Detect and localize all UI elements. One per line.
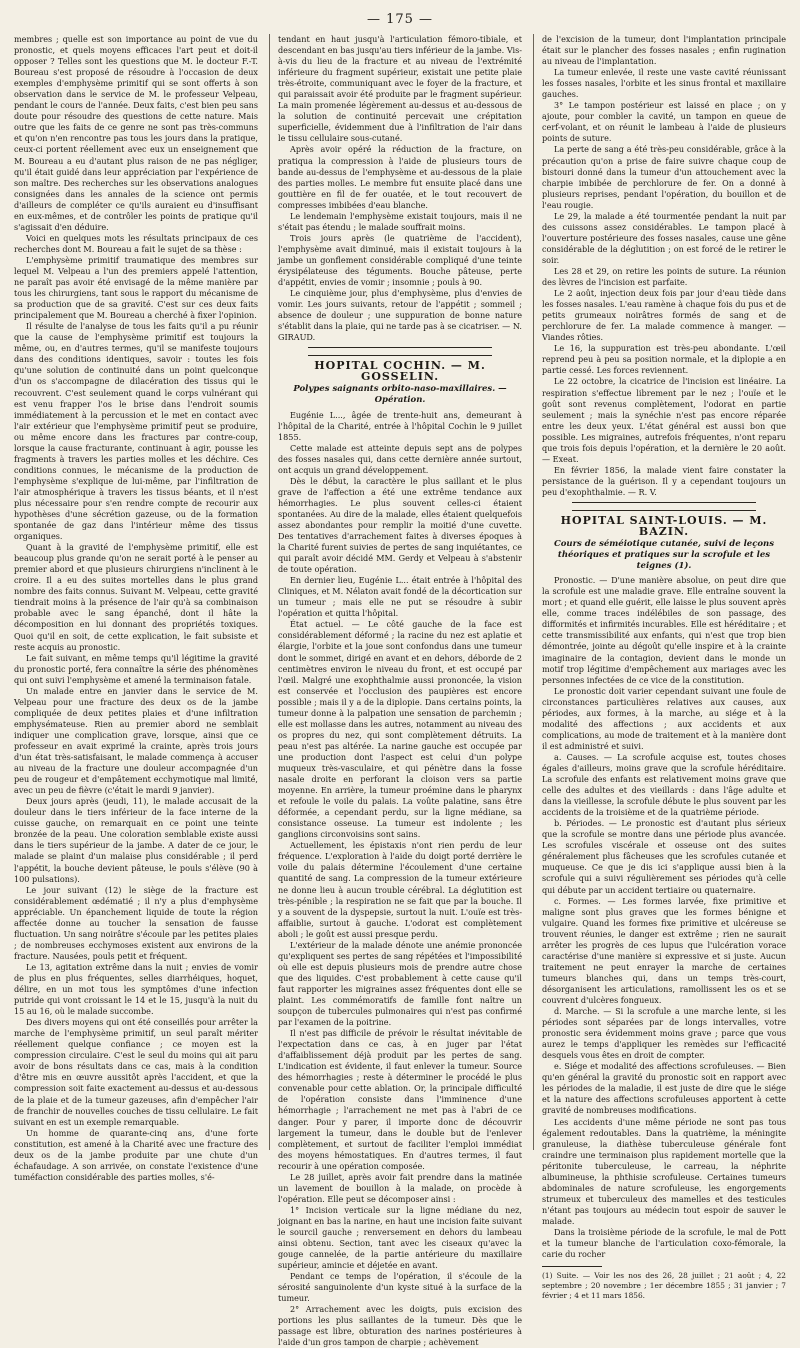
paragraph: 1° Incision verticale sur la ligne médiane du nez, joignant en bas la narine, en haut une incision faite suivant le sourcil gauche ; renversement en dehors du lambeau ainsi obtenu. Section, tant avec les ciseaux qu'avec la gouge cannelée, de la partie antérieure du maxillaire supérieur, amincie et déjetée en avant. — [278, 1205, 522, 1271]
paragraph: Il résulte de l'analyse de tous les faits qu'il a pu réunir que la cause de l'emphysème primitif est toujours la même, ou, en d'autres termes, qu'il se manifeste toujours dans des conditions identiques, savoir : toutes les fois qu'une solution de continuité dans un point quelconque d'un os s'accompagne de dilacération des tissus qui le recouvrent. C'est seulement quand le corps vulnérant qui est venu frapper l'os le brise dans l'endroit soumis immédiatement à la percussion et le met en contact avec l'air extérieur que l'emphysème primitif peut se produire, ou même encore dans les fractures par contre-coup, lorsque la cause fracturante, continuant à agir, pousse les fragments à travers les parties molles et les déchire. Ces conditions connues, le mécanisme de la production de l'emphysème s'explique de lui-même, par l'infiltration de l'air atmosphérique à travers les tissus béants, et il n'est plus nécessaire pour s'en rendre compte de recourir aux hypothèses d'une sécrétion gazeuse, ou de la formation spontanée de gaz dans l'intérieur même des tissus organiques. — [14, 321, 258, 542]
paragraph: Le 29, la malade a été tourmentée pendant la nuit par des cuissons assez considérables. Le tampon placé à l'ouverture postérieure des fosses nasales, cause une gêne considérable de la déglutition ; on est forcé de le retirer le soir. — [542, 211, 786, 266]
column-rule — [533, 34, 534, 1150]
paragraph: Le cinquième jour, plus d'emphysème, plus d'envies de vomir. Les jours suivants, retour de l'appétit ; sommeil ; absence de douleur ; une suppuration de bonne nature s'établit dans la plaie, qui ne tarde pas à se cicatriser. — N. GIRAUD. — [278, 288, 522, 343]
paragraph: membres ; quelle est son importance au point de vue du pronostic, et quels moyens efficaces l'art peut et doit-il opposer ? Telles sont les questions que M. le docteur F.-T. Boureau s'est proposé de résoudre à l'occasion de deux exemples d'emphysème primitif qui se sont offerts à son observation dans le service de M. le professeur Velpeau, pendant le cours de l'année. Deux faits, c'est bien peu sans doute pour résoudre des questions de cette nature. Mais outre que les faits de ce genre ne sont pas très-communs et qu'on n'en rencontre pas tous les jours dans la pratique, ceux-ci portent réellement avec eux un enseignement que M. Boureau a eu d'autant plus raison de ne pas négliger, qu'il était guidé dans leur appréciation par l'expérience de son maître. Des recherches sur les observations analogues consignées dans les annales de la science ont permis d'ailleurs de compléter ce qu'ils auraient eu d'insuffisant en eux-mêmes, et de contrôler les points de pratique qu'il s'agissait d'en déduire. — [14, 34, 258, 233]
section-divider — [308, 347, 492, 356]
column-3 — [542, 34, 786, 1150]
paragraph: État actuel. — Le côté gauche de la face est considérablement déformé ; la racine du nez est aplatie et élargie, l'orbite et la joue sont confondus dans une tumeur dont le sommet, dirigé en avant et en dehors, déborde de 2 centimètres environ le niveau du front, et est occupé par l'œil. Malgré une exophthalmie aussi prononcée, la vision est conservée et l'occlusion des paupières est encore possible ; mais il y a de la diplopie. Dans certains points, la tumeur donne à la palpation une sensation de parchemin ; elle est mollasse dans les autres, notamment au niveau des os propres du nez, qui sont complètement détruits. La peau n'est pas altérée. La narine gauche est occupée par une production dont l'aspect est celui d'un polype muqueux très-vasculaire, et qui pénètre dans la fosse nasale droite en perforant la cloison vers sa partie moyenne. En arrière, la tumeur proémine dans le pharynx et refoule le voile du palais. La voûte palatine, sans être déformée, a cependant perdu, sur la ligne médiane, sa consistance osseuse. La tumeur est indolente ; les ganglions circonvoisins sont sains. — [278, 619, 522, 840]
article-saint-louis — [542, 575, 786, 1260]
page-number: — 175 — — [0, 12, 800, 32]
paragraph: b. Périodes. — Le pronostic est d'autant plus sérieux que la scrofule se montre dans une période plus avancée. Les scrofules viscérale et osseuse ont des suites généralement plus fâcheuses que les scrofules cutanée et muqueuse. Ce que je dis ici s'applique aussi bien à la scrofule qui a suivi régulièrement ses périodes qu'à celle qui débute par un accident tertiaire ou quaternaire. — [542, 818, 786, 895]
paragraph: Un malade entre en janvier dans le service de M. Velpeau pour une fracture des deux os de la jambe compliquée de deux petites plaies et d'une infiltration emphysémateuse. Rien au premier abord ne semblait indiquer une complication grave, lorsque, ainsi que ce professeur en avait exprimé la crainte, après trois jours d'un état très-satisfaisant, le malade commença à accuser au niveau de la fracture une douleur accompagnée d'un peu de rougeur et d'empâtement ecchymotique mal limité, avec un peu de fièvre (c'était le mardi 9 janvier). — [14, 686, 258, 796]
paragraph: Actuellement, les épistaxis n'ont rien perdu de leur fréquence. L'exploration à l'aide du doigt porté derrière le voile du palais détermine l'écoulement d'une certaine quantité de sang. La compression de la tumeur extérieure ne donne lieu à aucun trouble cérébral. La déglutition est très-pénible ; la respiration ne se fait que par la bouche. Il y a souvent de la dyspepsie, surtout la nuit. L'ouïe est très-affaiblie, surtout à gauche. L'odorat est complètement aboli ; le goût est aussi presque perdu. — [278, 840, 522, 939]
paragraph: En février 1856, la malade vient faire constater la persistance de la guérison. Il y a cependant toujours un peu d'exophthalmie. — R. V. — [542, 465, 786, 498]
paragraph: Les 28 et 29, on retire les points de suture. La réunion des lèvres de l'incision est parfaite. — [542, 266, 786, 288]
paragraph: a. Causes. — La scrofule acquise est, toutes choses égales d'ailleurs, moins grave que la scrofule héréditaire. La scrofule des enfants est relativement moins grave que celle des adultes et des vieillards : dans l'âge adulte et dans la vieillesse, la scrofule débute le plus souvent par les accidents de la troisième et de la quatrième période. — [542, 752, 786, 818]
paragraph: d. Marche. — Si la scrofule a une marche lente, si les périodes sont séparées par de longs intervalles, votre pronostic sera évidemment moins grave ; parce que vous aurez le temps d'appliquer les remèdes sur l'efficacité desquels vous êtes en droit de compter. — [542, 1006, 786, 1061]
paragraph: Eugénie L..., âgée de trente-huit ans, demeurant à l'hôpital de la Charité, entrée à l'hôpital Cochin le 9 juillet 1855. — [278, 410, 522, 443]
column-rule — [269, 34, 270, 1150]
section-subtitle-cochin: Polypes saignants orbito-naso-maxillaires. — Opération. — [278, 384, 522, 406]
column-2 — [278, 34, 522, 1150]
paragraph: Le jour suivant (12) le siège de la fracture est considérablement œdématié ; il n'y a plus d'emphysème appréciable. Un épanchement liquide de toute la région affectée donne au toucher la sensation de fausse fluctuation. Un sang noirâtre s'écoule par les petites plaies ; de nombreuses ecchymoses existent aux environs de la fracture. Nausées, pouls petit et fréquent. — [14, 885, 258, 962]
paragraph: Le 28 juillet, après avoir fait prendre dans la matinée un lavement de bouillon à la malade, on procède à l'opération. Elle peut se décomposer ainsi : — [278, 1172, 522, 1205]
paragraph: 3° Le tampon postérieur est laissé en place ; on y ajoute, pour combler la cavité, un tampon en queue de cerf-volant, et on réunit le lambeau à l'aide de plusieurs points de suture. — [542, 100, 786, 144]
section-subtitle-saint-louis: Cours de séméiotique cutanée, suivi de leçons théoriques et pratiques sur la scrofule et les teignes (1). — [542, 539, 786, 572]
column-3-continuation — [542, 34, 786, 498]
paragraph: c. Formes. — Les formes larvée, fixe primitive et maligne sont plus graves que les formes bénigne et vulgaire. Quand les formes fixe primitive et ulcéreuse se trouvent réunies, le danger est extrême ; rien ne saurait arrêter les progrès de ces lupus que l'ulcération vorace caractérise d'une manière si expressive et si juste. Aucun traitement ne peut enrayer la marche de certaines tumeurs blanches qui, dans un temps très-court, désorganisent les articulations, ramollissent les os et se couvrent d'ulcères fongueux. — [542, 896, 786, 1006]
paragraph: En dernier lieu, Eugénie L... était entrée à l'hôpital des Cliniques, et M. Nélaton avait fondé de la décortication sur un tumeur ; mais elle ne put se résoudre à subir l'opération et quitta l'hôpital. — [278, 575, 522, 619]
paragraph: Un homme de quarante-cinq ans, d'une forte constitution, est amené à la Charité avec une fracture des deux os de la jambe produite par une chute d'un échafaudage. A son arrivée, on constate l'existence d'une tuméfaction considérable des parties molles, s'é- — [14, 1128, 258, 1183]
paragraph: Le 16, la suppuration est très-peu abondante. L'œil reprend peu à peu sa position normale, et la diplopie a en partie cessé. Les forces reviennent. — [542, 343, 786, 376]
paragraph: 2° Arrachement avec les doigts, puis excision des portions les plus saillantes de la tumeur. Dès que le passage est libre, obturation des narines postérieures à l'aide d'un gros tampon de charpie ; achèvement — [278, 1304, 522, 1348]
article-cochin — [278, 410, 522, 1348]
paragraph: La perte de sang a été très-peu considérable, grâce à la précaution qu'on a prise de faire suivre chaque coup de bistouri donné dans la tumeur d'un attouchement avec la charpie imbibée de perchlorure de fer. On a donné à plusieurs reprises, pendant l'opération, du bouillon et de l'eau rougie. — [542, 144, 786, 210]
paragraph: L'emphysème primitif traumatique des membres sur lequel M. Velpeau a l'un des premiers appelé l'attention, ne paraît pas avoir été envisagé de la même manière par tous les chirurgiens, tant sous le rapport du mécanisme de sa production que de sa gravité. C'est sur ces deux faits principalement que M. Boureau a cherché à fixer l'opinion. — [14, 255, 258, 321]
paragraph: Deux jours après (jeudi, 11), le malade accusait de la douleur dans le tiers inférieur de la face interne de la cuisse gauche, on remarquait en ce point une teinte bronzée de la peau. Une coloration semblable existe aussi dans le tiers supérieur de la jambe. A dater de ce jour, le malade se plaint d'un malaise plus considérable ; il perd l'appétit, la bouche devient pâteuse, le pouls s'élève (90 à 100 pulsations). — [14, 796, 258, 884]
column-1 — [14, 34, 258, 1150]
footnote-rule — [542, 1266, 602, 1267]
paragraph: Cette malade est atteinte depuis sept ans de polypes des fosses nasales qui, dans cette dernière année surtout, ont acquis un grand développement. — [278, 443, 522, 476]
paragraph: Le 22 octobre, la cicatrice de l'incision est linéaire. La respiration s'effectue librement par le nez ; l'ouïe et le goût sont revenus complètement, l'odorat en partie seulement ; mais la synéchie n'est pas encore réparée entre les deux yeux. L'état général est aussi bon que possible. Les migraines, autrefois fréquentes, n'ont reparu que trois fois depuis l'opération, et la dernière le 20 août. — Exeat. — [542, 376, 786, 464]
paragraph: Dès le début, la caractère le plus saillant et le plus grave de l'affection a été une extrême tendance aux hémorrhagies. Le plus souvent celles-ci étaient spontanées. Au dire de la malade, elles étaient quelquefois assez abondantes pour remplir la moitié d'une cuvette. Des tentatives d'arrachement faites à diverses époques à la Charité furent suivies de pertes de sang inquiétantes, ce qui paraît avoir décidé MM. Gerdy et Velpeau à s'abstenir de toute opération. — [278, 476, 522, 575]
paragraph: Le 2 août, injection deux fois par jour d'eau tiède dans les fosses nasales. L'eau ramène à chaque fois du pus et de petits grumeaux noirâtres formés de sang et de perchlorure de fer. La malade commence à manger. — Viandes rôties. — [542, 288, 786, 343]
paragraph: Les accidents d'une même période ne sont pas tous également redoutables. Dans la quatrième, la méningite granuleuse, la diathèse tuberculeuse générale font craindre une terminaison plus rapidement mortelle que la péritonite tuberculeuse, le carreau, la néphrite albumineuse, la phthisie scrofuleuse. Certaines tumeurs abdominales de nature scrofuleuse, les engorgements strumeux et tuberculeux des mamelles et des testicules n'étant pas toujours au médecin tout espoir de sauver le malade. — [542, 1117, 786, 1227]
section-title-saint-louis: HOPITAL SAINT-LOUIS. — M. BAZIN. — [542, 515, 786, 537]
paragraph: tendant en haut jusqu'à l'articulation fémoro-tibiale, et descendant en bas jusqu'au tiers inférieur de la jambe. Vis-à-vis du lieu de la fracture et au niveau de l'extrémité inférieure du fragment supérieur, existait une petite plaie très-étroite, communiquant avec le foyer de la fracture, et qui paraissait avoir été produite par le fragment supérieur. La main promenée légèrement au-dessus et au-dessous de la solution de continuité percevait une crépitation superficielle, évidemment due à l'infiltration de l'air dans le tissu cellulaire sous-cutané. — [278, 34, 522, 144]
section-divider — [572, 502, 756, 511]
paragraph: Voici en quelques mots les résultats principaux de ces recherches dont M. Boureau a fait le sujet de sa thèse : — [14, 233, 258, 255]
paragraph: La tumeur enlevée, il reste une vaste cavité réunissant les fosses nasales, l'orbite et les sinus frontal et maxillaire gauches. — [542, 67, 786, 100]
paragraph: Le pronostic doit varier cependant suivant une foule de circonstances particulières relatives aux causes, aux périodes, aux formes, à la marche, au siége et à la modalité des affections ; aux accidents et aux complications, au mode de traitement et à la manière dont il est administré et suivi. — [542, 686, 786, 752]
paragraph: Pronostic. — D'une manière absolue, on peut dire que la scrofule est une maladie grave. Elle entraîne souvent la mort ; et quand elle guérit, elle laisse le plus souvent après elle, comme traces indélébiles de son passage, des difformités et infirmités incurables. Elle est héréditaire ; et cette transmissibilité aux enfants, qui n'est que trop bien démontrée, jointe au dégoût qu'elle inspire et à la crainte imaginaire de la contagion, devient dans le monde un motif trop légitime d'empêchement aux mariages avec les personnes infectées de ce vice de la constitution. — [542, 575, 786, 685]
paragraph: Pendant ce temps de l'opération, il s'écoule de la sérosité sanguinolente d'un kyste situé à la surface de la tumeur. — [278, 1271, 522, 1304]
paragraph: Des divers moyens qui ont été conseillés pour arrêter la marche de l'emphysème primitif, un seul paraît mériter réellement quelque confiance ; ce moyen est la compression circulaire. C'est le seul du moins qui ait paru avoir de bons résultats dans ce cas, mais à la condition d'être mis en œuvre aussitôt après l'accident, et que la compression soit faite exactement au-dessus et au-dessous de la plaie et de la tumeur gazeuses, afin d'empêcher l'air de franchir de nouvelles couches de tissu cellulaire. Le fait suivant en est un exemple remarquable. — [14, 1017, 258, 1127]
paragraph: Dans la troisième période de la scrofule, le mal de Pott et la tumeur blanche de l'articulation coxo-fémorale, la carie du rocher — [542, 1227, 786, 1260]
paragraph: Le lendemain l'emphysème existait toujours, mais il ne s'était pas étendu ; le malade souffrait moins. — [278, 211, 522, 233]
paragraph: Le fait suivant, en même temps qu'il légitime la gravité du pronostic porté, fera connaître la série des phénomènes qui ont suivi l'emphysème et amené la terminaison fatale. — [14, 653, 258, 686]
columns — [14, 34, 788, 1150]
paragraph: L'extérieur de la malade dénote une anémie prononcée qu'expliquent ses pertes de sang répétées et l'impossibilité où elle est depuis plusieurs mois de prendre autre chose que des liquides. C'est probablement à cette cause qu'il faut rapporter les migraines assez fréquentes dont elle se plaint. Les commémoratifs de famille font naître un soupçon de tubercules pulmonaires qui n'est pas confirmé par l'examen de la poitrine. — [278, 940, 522, 1028]
footnote: (1) Suite. — Voir les nos des 26, 28 juillet ; 21 août ; 4, 22 septembre ; 20 novembre ; 1er décembre 1855 ; 31 janvier ; 7 février ; 4 et 11 mars 1856. — [542, 1271, 786, 1301]
column-2-continuation — [278, 34, 522, 343]
paragraph: Trois jours après (le quatrième de l'accident), l'emphysème avait diminué, mais il existait toujours à la jambe un gonflement considérable compliqué d'une teinte érysipélateuse des téguments. Bouche pâteuse, perte d'appétit, envies de vomir ; insomnie ; pouls à 90. — [278, 233, 522, 288]
paragraph: Le 13, agitation extrême dans la nuit ; envies de vomir de plus en plus fréquentes, selles diarrhéiques, hoquet, délire, en un mot tous les symptômes d'une infection putride qui vont croissant le 14 et le 15, jusqu'à la nuit du 15 au 16, où le malade succombe. — [14, 962, 258, 1017]
paragraph: e. Siége et modalité des affections scrofuleuses. — Bien qu'en général la gravité du pronostic soit en rapport avec les périodes de la maladie, il est juste de dire que le siége et la nature des affections scrofuleuses apportent à cette gravité de nombreuses modifications. — [542, 1061, 786, 1116]
paragraph: de l'excision de la tumeur, dont l'implantation principale était sur le plancher des fosses nasales ; enfin rugination au niveau de l'implantation. — [542, 34, 786, 67]
paragraph: Après avoir opéré la réduction de la fracture, on pratiqua la compression à l'aide de plusieurs tours de bande au-dessus de l'emphysème et au-dessous de la plaie des parties molles. Le membre fut ensuite placé dans une gouttière en fil de fer ouatée, et le tout recouvert de compresses imbibées d'eau blanche. — [278, 144, 522, 210]
paragraph: Quant à la gravité de l'emphysème primitif, elle est beaucoup plus grande qu'on ne serait porté à le penser au premier abord et que plusieurs chirurgiens n'inclinent à le croire. Il a eu des suites mortelles dans le plus grand nombre des faits connus. Suivant M. Velpeau, cette gravité tiendrait moins à la présence de l'air qu'à sa combinaison probable avec le sang épanché, dont il hâte la décomposition en lui donnant des propriétés toxiques. Quoi qu'il en soit, de cette explication, le fait subsiste et reste acquis au pronostic. — [14, 542, 258, 652]
paragraph: Il n'est pas difficile de prévoir le résultat inévitable de l'expectation dans ce cas, à en juger par l'état d'affaiblissement déjà produit par les pertes de sang. L'indication est évidente, il faut enlever la tumeur. Source des hémorrhagies ; reste à déterminer le procédé le plus convenable pour cette ablation. Or, la principale difficulté de l'opération consiste dans l'imminence d'une hémorrhagie ; l'arrachement ne met pas à l'abri de ce danger. Pour y parer, il importe donc de découvrir largement la tumeur, dans le double but de l'enlever complètement, et surtout de faciliter l'emploi immédiat des moyens hémostatiques. En d'autres termes, il faut recourir à une opération composée. — [278, 1028, 522, 1172]
section-title-cochin: HOPITAL COCHIN. — M. GOSSELIN. — [278, 360, 522, 382]
